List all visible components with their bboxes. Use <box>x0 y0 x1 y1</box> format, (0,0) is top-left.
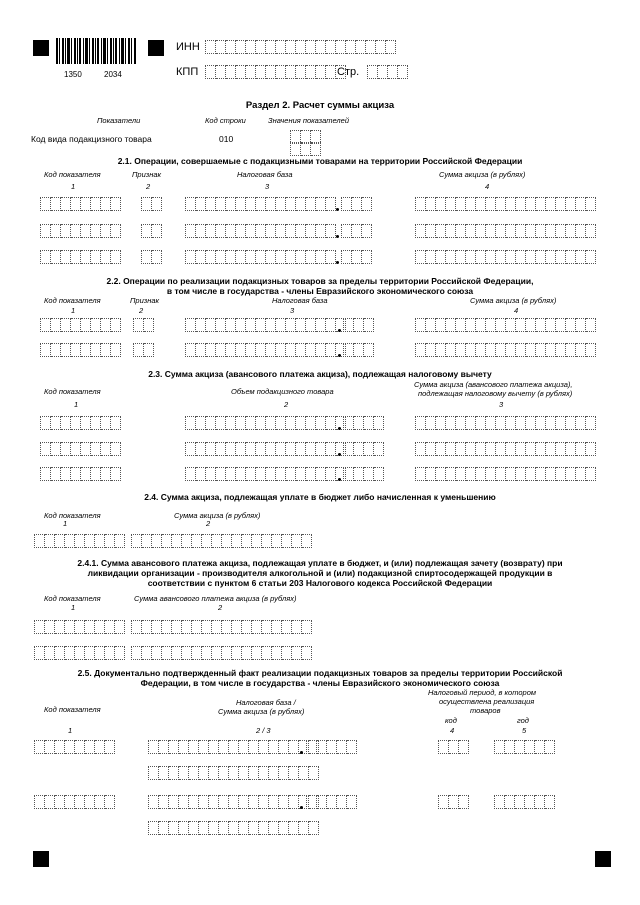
page-label: Стр. <box>337 66 360 78</box>
s25-base-frac-field[interactable] <box>306 795 357 809</box>
s21-col-sum: Сумма акциза (в рублях) <box>439 170 526 179</box>
s23-volume-field[interactable] <box>185 442 346 456</box>
s23-title: 2.3. Сумма акциза (авансового платежа акциза), подлежащая налоговому вычету <box>148 369 492 379</box>
s241-num-2: 2 <box>218 603 223 612</box>
s25-col-period-line1: Налоговый период, в котором <box>428 688 537 697</box>
s24-col-code: Код показателя <box>44 511 101 520</box>
inn-label: ИНН <box>176 41 200 53</box>
barcode-number-left: 1350 <box>64 70 82 79</box>
decimal-dot <box>338 354 341 357</box>
s21-code-field[interactable] <box>40 250 121 264</box>
s241-title-line2: ликвидации организации - производителя алкогольной и (или) подакцизной спиртосодержащей продукции в <box>87 568 553 578</box>
kpp-field[interactable] <box>205 65 346 79</box>
s21-base-field[interactable] <box>185 197 336 211</box>
s22-base-field[interactable] <box>185 343 346 357</box>
s23-num-3: 3 <box>499 400 504 409</box>
s21-num-4: 4 <box>485 182 490 191</box>
decimal-dot <box>338 453 341 456</box>
s241-title-line3: соответствии с пунктом 6 статьи 203 Налогового кодекса Российской Федерации <box>147 578 493 588</box>
s241-col-code: Код показателя <box>44 594 101 603</box>
s25-code-field[interactable] <box>34 740 115 754</box>
s22-base-field[interactable] <box>185 318 346 332</box>
s241-col-sum: Сумма авансового платежа акциза (в рублях) <box>134 594 297 603</box>
s21-base-field[interactable] <box>185 224 336 238</box>
s25-sum-field[interactable] <box>148 766 319 780</box>
s25-period-code-field[interactable] <box>438 740 469 754</box>
s24-sum-field[interactable] <box>131 534 312 548</box>
s25-col-base-line1: Налоговая база / <box>236 698 296 707</box>
s25-title-line1: 2.5. Документально подтвержденный факт реализации подакцизных товаров за пределы территории Российской <box>77 668 563 678</box>
s23-code-field[interactable] <box>40 416 121 430</box>
s23-volume-field[interactable] <box>185 416 346 430</box>
s23-sum-field[interactable] <box>415 416 596 430</box>
col-indicators: Показатели <box>97 116 141 125</box>
s21-base-field[interactable] <box>185 250 336 264</box>
s23-col-sum-line1: Сумма акциза (авансового платежа акциза), <box>414 380 573 389</box>
decimal-dot <box>336 261 339 264</box>
s21-sum-field[interactable] <box>415 224 596 238</box>
page-number-field[interactable] <box>367 65 408 79</box>
decimal-dot <box>338 329 341 332</box>
s24-title: 2.4. Сумма акциза, подлежащая уплате в бюджет либо начисленная к уменьшению <box>144 492 496 502</box>
decimal-dot <box>338 478 341 481</box>
s21-sign-field[interactable] <box>141 224 162 238</box>
s23-col-code: Код показателя <box>44 387 101 396</box>
s25-sum-field[interactable] <box>148 821 319 835</box>
s25-period-code-field[interactable] <box>438 795 469 809</box>
s25-col-year: год <box>517 716 529 725</box>
barcode <box>56 38 140 66</box>
s22-title-line2: в том числе в государства - члены Евразийского экономического союза <box>166 286 474 296</box>
s25-col-kod: код <box>445 716 457 725</box>
s21-sign-field[interactable] <box>141 250 162 264</box>
s22-num-4: 4 <box>514 306 519 315</box>
inn-field[interactable] <box>205 40 396 54</box>
s24-col-sum: Сумма акциза (в рублях) <box>174 511 261 520</box>
s22-col-base: Налоговая база <box>272 296 328 305</box>
decimal-dot <box>300 751 303 754</box>
s22-col-sign: Признак <box>130 296 160 305</box>
decimal-dot <box>336 208 339 211</box>
s241-sum-field[interactable] <box>131 620 312 634</box>
s22-sum-field[interactable] <box>415 343 596 357</box>
col-values: Значения показателей <box>268 116 350 125</box>
decimal-dot <box>300 806 303 809</box>
s23-volume-frac-field[interactable] <box>343 467 384 481</box>
s25-base-field[interactable] <box>148 740 319 754</box>
s21-base-frac-field[interactable] <box>341 250 372 264</box>
s23-volume-field[interactable] <box>185 467 346 481</box>
corner-mark-bottom-right <box>595 851 611 867</box>
s21-sign-field[interactable] <box>141 197 162 211</box>
s241-code-field[interactable] <box>34 646 125 660</box>
s25-num-2: 2 / 3 <box>256 726 271 735</box>
s25-title-line2: Федерации, в том числе в государства - члены Евразийского экономического союза <box>140 678 500 688</box>
s25-num-1: 1 <box>68 726 73 735</box>
s21-base-frac-field[interactable] <box>341 224 372 238</box>
corner-mark-bottom-left <box>33 851 49 867</box>
s25-year-field[interactable] <box>494 795 555 809</box>
s23-sum-field[interactable] <box>415 467 596 481</box>
s24-num-1: 1 <box>63 519 68 528</box>
s22-base-frac-field[interactable] <box>343 318 374 332</box>
s22-code-field[interactable] <box>40 343 121 357</box>
s22-base-frac-field[interactable] <box>343 343 374 357</box>
s22-num-3: 3 <box>290 306 295 315</box>
s23-sum-field[interactable] <box>415 442 596 456</box>
s22-num-1: 1 <box>71 306 76 315</box>
s22-num-2: 2 <box>139 306 144 315</box>
s25-col-code: Код показателя <box>44 705 101 714</box>
s21-title: 2.1. Операции, совершаемые с подакцизными товарами на территории Российской Федерации <box>117 156 523 166</box>
s25-base-frac-field[interactable] <box>306 740 357 754</box>
s25-col-period-line2: осуществлена реализация <box>439 697 535 706</box>
s25-col-base-line2: Сумма акциза (в рублях) <box>218 707 305 716</box>
kpp-label: КПП <box>176 66 199 78</box>
s241-code-field[interactable] <box>34 620 125 634</box>
barcode-number-right: 2034 <box>104 70 122 79</box>
product-code-label: Код вида подакцизного товара <box>31 134 152 144</box>
s25-year-field[interactable] <box>494 740 555 754</box>
corner-mark-top-left <box>33 40 49 56</box>
s21-col-code: Код показателя <box>44 170 101 179</box>
s21-col-base: Налоговая база <box>237 170 293 179</box>
s241-num-1: 1 <box>71 603 76 612</box>
s25-num-4: 4 <box>450 726 455 735</box>
s23-col-volume: Объем подакцизного товара <box>231 387 334 396</box>
s22-sign-field[interactable] <box>133 318 154 332</box>
s23-volume-frac-field[interactable] <box>343 416 384 430</box>
s23-col-sum-line2: подлежащая налоговому вычету (в рублях) <box>418 389 573 398</box>
s25-col-period-line3: товаров <box>470 706 501 715</box>
s21-base-frac-field[interactable] <box>341 197 372 211</box>
s23-num-2: 2 <box>284 400 289 409</box>
s22-sign-field[interactable] <box>133 343 154 357</box>
s25-code-field[interactable] <box>34 795 115 809</box>
s23-volume-frac-field[interactable] <box>343 442 384 456</box>
product-code-line: 010 <box>219 134 234 144</box>
col-line-code: Код строки <box>205 116 246 125</box>
s21-code-field[interactable] <box>40 197 121 211</box>
s25-base-field[interactable] <box>148 795 319 809</box>
s22-code-field[interactable] <box>40 318 121 332</box>
s241-title-line1: 2.4.1. Сумма авансового платежа акциза, подлежащая уплате в бюджет, и (или) подлежащая зачету (возврату) при <box>77 558 563 568</box>
s21-col-sign: Признак <box>132 170 162 179</box>
section-title: Раздел 2. Расчет суммы акциза <box>245 100 395 111</box>
s25-num-5: 5 <box>522 726 527 735</box>
s21-sum-field[interactable] <box>415 250 596 264</box>
s23-num-1: 1 <box>74 400 79 409</box>
s22-sum-field[interactable] <box>415 318 596 332</box>
s24-num-2: 2 <box>206 519 211 528</box>
decimal-dot <box>336 235 339 238</box>
s21-sum-field[interactable] <box>415 197 596 211</box>
corner-mark-top-right <box>148 40 164 56</box>
s22-col-sum: Сумма акциза (в рублях) <box>470 296 557 305</box>
decimal-dot <box>338 427 341 430</box>
s24-code-field[interactable] <box>34 534 125 548</box>
s21-num-3: 3 <box>265 182 270 191</box>
s241-sum-field[interactable] <box>131 646 312 660</box>
s21-code-field[interactable] <box>40 224 121 238</box>
s22-title-line1: 2.2. Операции по реализации подакцизных товаров за пределы территории Российской Федерации, <box>106 276 534 286</box>
s23-code-field[interactable] <box>40 442 121 456</box>
s23-code-field[interactable] <box>40 467 121 481</box>
s22-col-code: Код показателя <box>44 296 101 305</box>
s21-num-2: 2 <box>146 182 151 191</box>
product-code-field-2[interactable] <box>290 142 321 156</box>
s21-num-1: 1 <box>71 182 76 191</box>
